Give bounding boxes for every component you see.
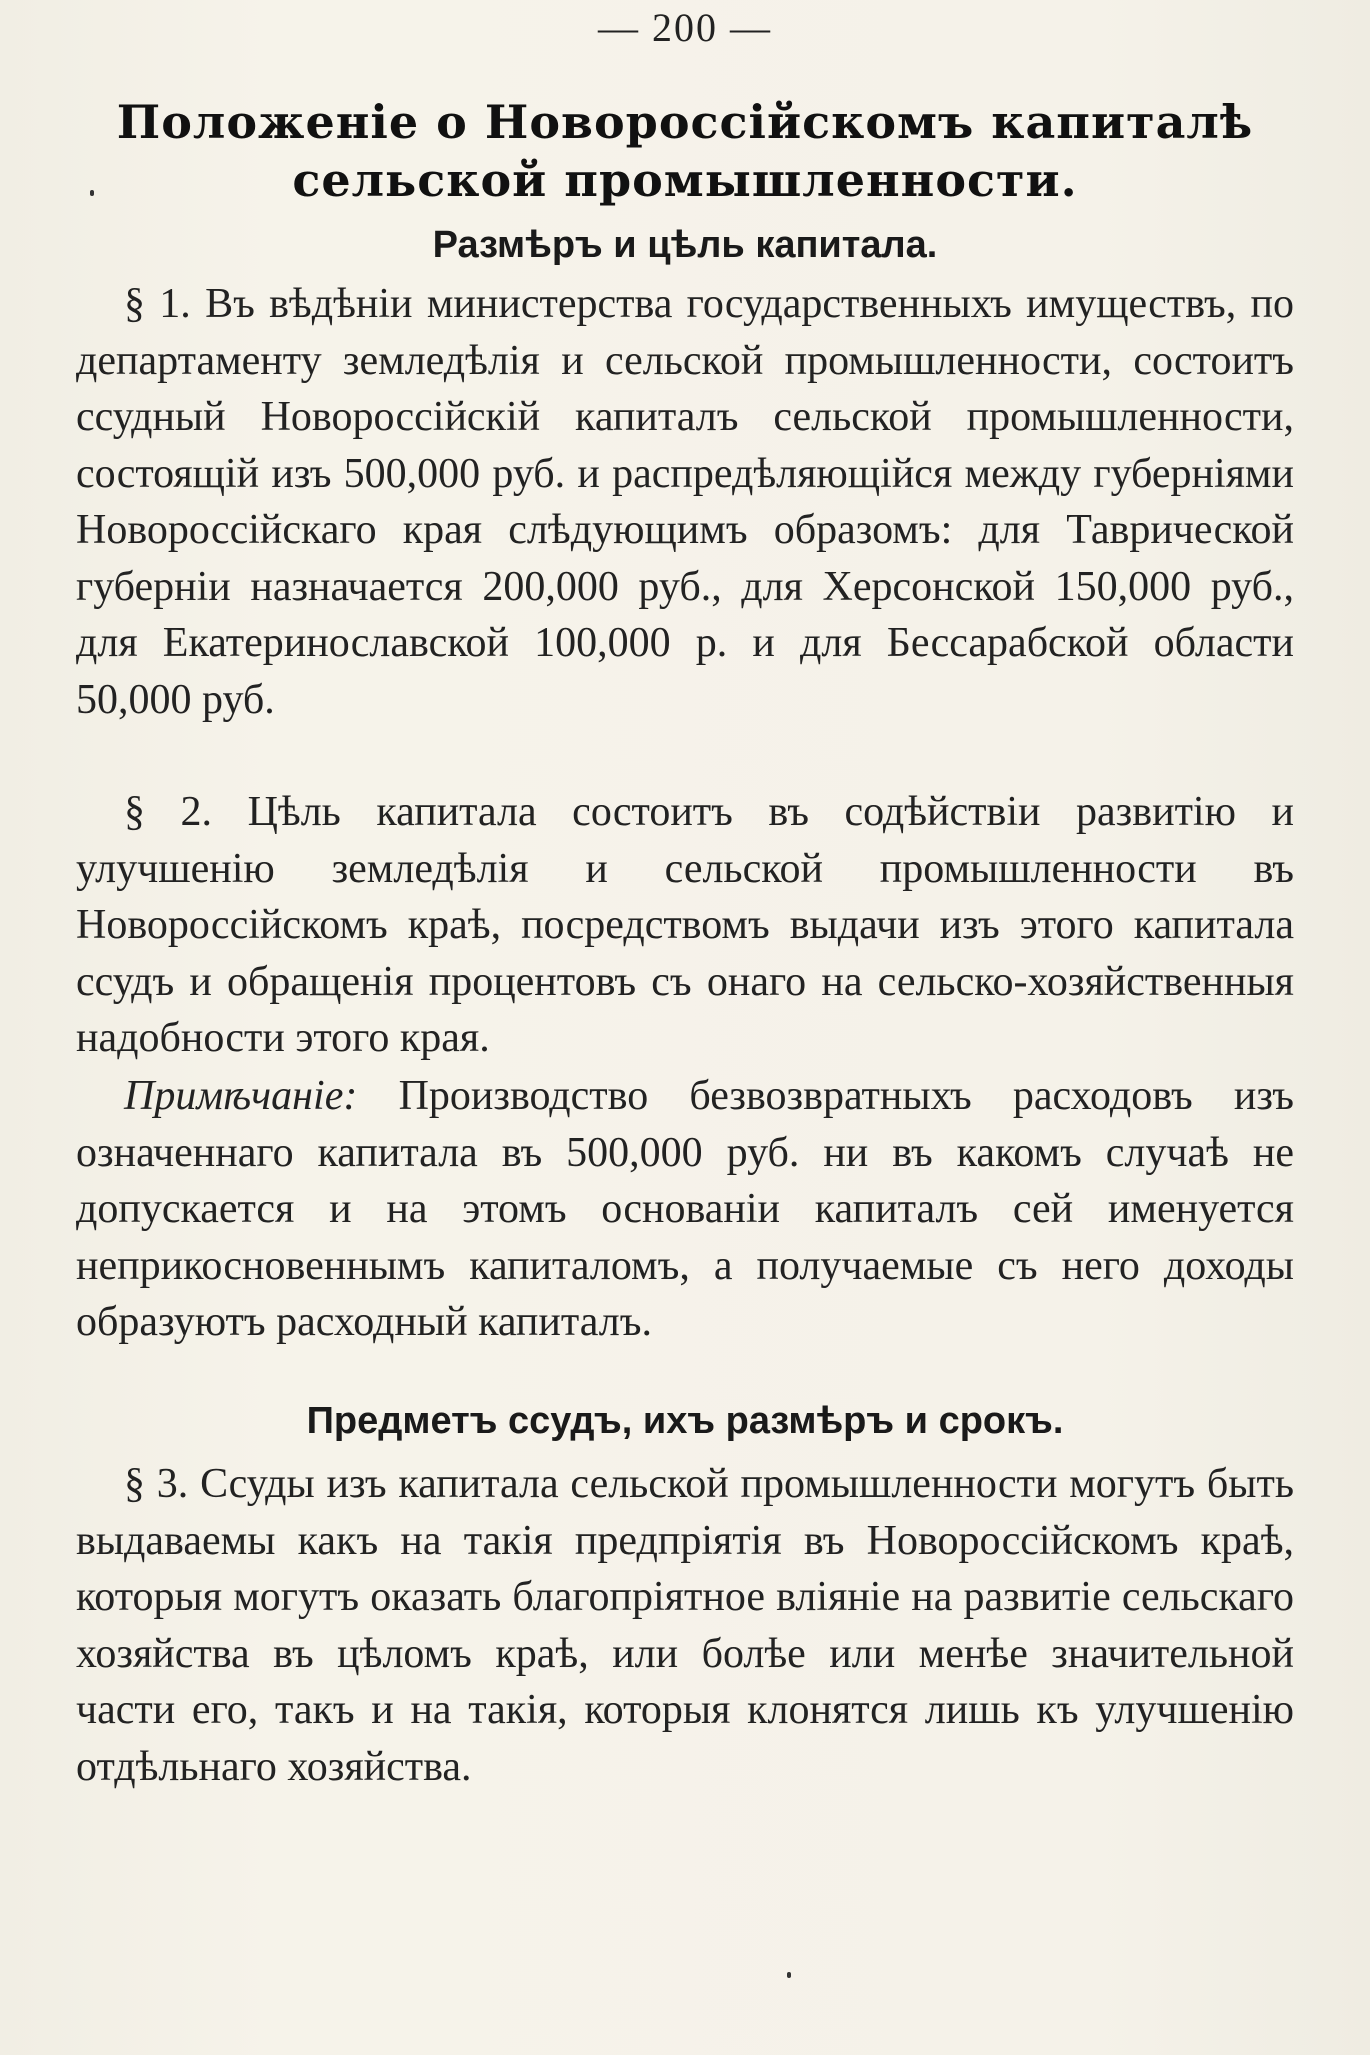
ink-speck bbox=[90, 190, 94, 196]
note-text: Производство безвозвратныхъ расходовъ изъ означеннаго капитала въ 500,000 руб. ни въ какомъ случаѣ не допускается и на этомъ основаніи капиталъ сей именуется неприкосновеннымъ капиталомъ, а получаемые съ него доходы образуютъ расходный капиталъ. bbox=[76, 1073, 1295, 1345]
section-heading-loans: Предметъ ссудъ, ихъ размѣръ и срокъ. bbox=[306, 1400, 1064, 1442]
paragraph-1 bbox=[76, 276, 1294, 728]
ink-speck bbox=[787, 1972, 791, 1978]
paragraph-2 bbox=[76, 784, 1294, 1067]
note-paragraph bbox=[76, 1068, 1294, 1351]
paragraph-1-text: § 1. Въ вѣдѣніи министерства государственныхъ имуществъ, по департаменту земледѣлія и сельской промышленности, состоитъ ссудный Новороссійскій капиталъ сельской промышленности, состоящій изъ 500,000 руб. и распредѣляющійся между губерніями Новороссійскаго края слѣдующимъ образомъ: для Таврической губерніи назначается 200,000 руб., для Херсонской 150,000 руб., для Екатеринославской 100,000 р. и для Бессарабской области 50,000 руб. bbox=[76, 281, 1294, 723]
page-number: — 200 — bbox=[598, 5, 772, 50]
note-label: Примѣчаніе: bbox=[124, 1073, 358, 1119]
paragraph-3 bbox=[76, 1456, 1294, 1795]
document-title-line-1: Положеніе о Новороссійскомъ капиталѣ bbox=[116, 95, 1254, 149]
document-title-line-2: сельской промышленности. bbox=[292, 153, 1078, 207]
paragraph-2-text: § 2. Цѣль капитала состоитъ въ содѣйствіи развитію и улучшенію земледѣлія и сельской промышленности въ Новороссійскомъ краѣ, посредствомъ выдачи изъ этого капитала ссудъ и обращенія процентовъ съ онаго на сельско-хозяйственныя надобности этого края. bbox=[76, 789, 1294, 1061]
section-heading-size-and-purpose: Размѣръ и цѣль капитала. bbox=[432, 224, 938, 266]
paragraph-3-text: § 3. Ссуды изъ капитала сельской промышленности могутъ быть выдаваемы какъ на такія предпріятія въ Новороссійскомъ краѣ, которыя могутъ оказать благопріятное вліяніе на развитіе сельскаго хозяйства въ цѣломъ краѣ, или болѣе или менѣе значительной части его, такъ и на такія, которыя клонятся лишь къ улучшенію отдѣльнаго хозяйства. bbox=[76, 1461, 1294, 1790]
